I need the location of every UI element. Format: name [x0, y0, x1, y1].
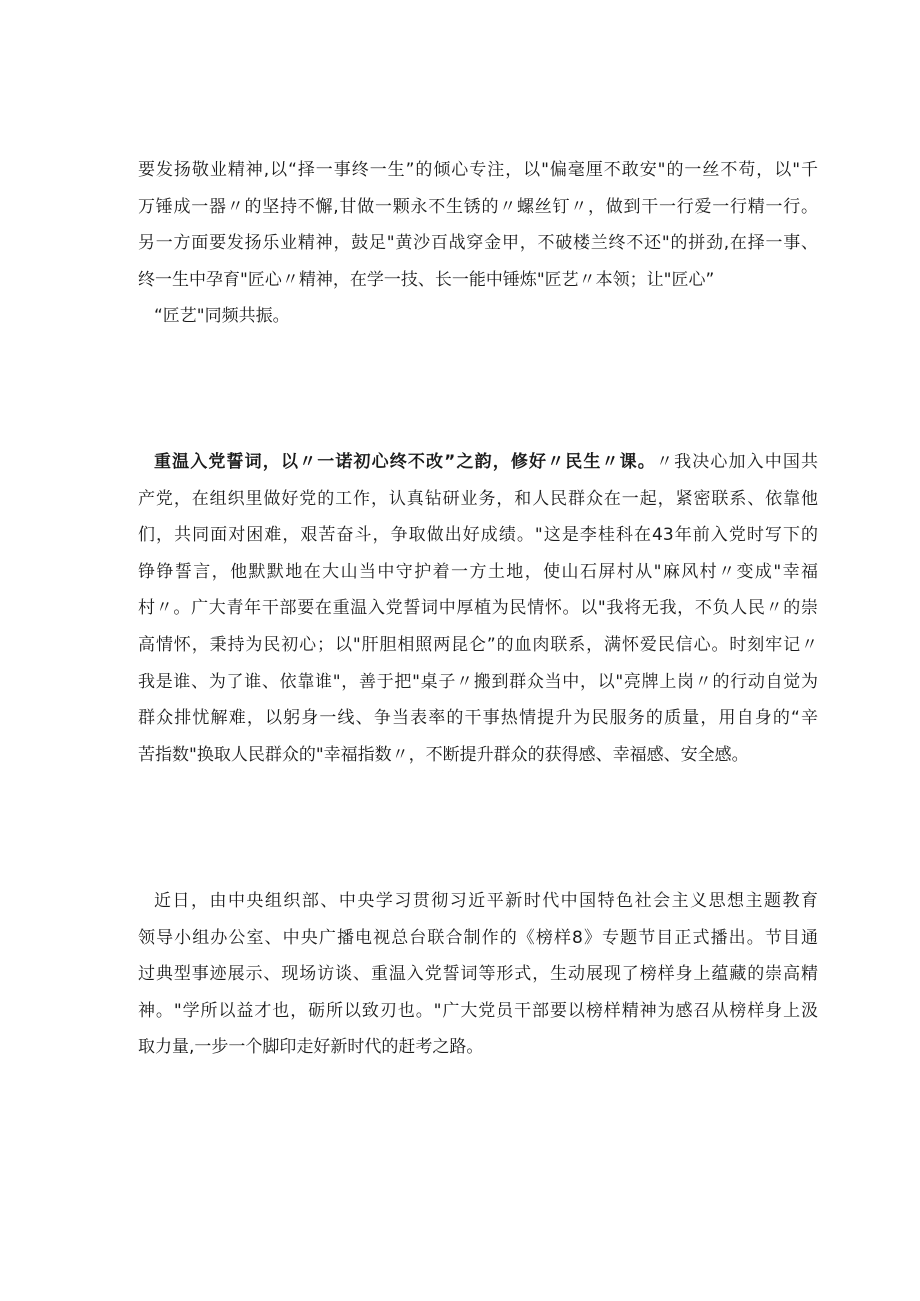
text-line: “匠艺"同频共振。 — [154, 306, 290, 327]
text-line: 过典型事迹展示、现场访谈、重温入党誓词等形式，生动展现了榜样身上蕴藏的崇高精 — [138, 964, 818, 985]
text-line: 苦指数"换取人民群众的"幸福指数〃，不断提升群众的获得感、幸福感、安全感。 — [138, 744, 749, 765]
text-line: 领导小组办公室、中央广播电视总台联合制作的《榜样8》专题节目正式播出。节目通 — [138, 927, 818, 948]
text-line: 近日，由中央组织部、中央学习贯彻习近平新时代中国特色社会主义思想主题教育 — [154, 891, 818, 911]
text-line: 要发扬敬业精神,以“择一事终一生”的倾心专注，以"偏毫厘不敢安"的一丝不苟，以"千 — [138, 160, 818, 180]
text-line: 另一方面要发扬乐业精神，鼓足"黄沙百战穿金甲，不破楼兰终不还"的拼劲,在择一事、 — [138, 233, 818, 254]
paragraph-heading: 重温入党誓词，以〃一诺初心终不改”之韵，修好〃民生〃课。 — [154, 452, 656, 472]
paragraph-dedication — [138, 152, 818, 335]
text-line-first — [138, 444, 818, 481]
text-line: 神。"学所以益才也，砺所以致刃也。"广大党员干部要以榜样精神为感召从榜样身上汲 — [138, 1000, 818, 1021]
text-line: 产党，在组织里做好党的工作，认真钻研业务，和人民群众在一起，紧密联系、依靠他 — [138, 488, 818, 509]
text-line: 群众排忧解难，以躬身一线、争当表率的干事热情提升为民服务的质量，用自身的“辛 — [138, 708, 818, 729]
text-line: 们，共同面对困难，艰苦奋斗，争取做出好成绩。"这是李桂科在43年前入党时写下的 — [138, 525, 818, 546]
first-line-rest: 〃我决心加入中国共 — [655, 452, 819, 472]
paragraph-oath — [138, 444, 818, 773]
text-line: 我是谁、为了谁、依靠谁"，善于把"桌子〃搬到群众当中，以"亮牌上岗〃的行动自觉为 — [138, 671, 818, 692]
text-line: 铮铮誓言，他默默地在大山当中守护着一方土地，使山石屏村从"麻风村〃变成"幸福 — [138, 561, 818, 582]
text-line: 村〃。广大青年干部要在重温入党誓词中厚植为民情怀。以"我将无我，不负人民〃的崇 — [138, 598, 818, 619]
text-line: 终一生中孕育"匠心〃精神，在学一技、长一能中锤炼"匠艺〃本领；让"匠心” — [138, 269, 715, 290]
paragraph-role-models — [138, 883, 818, 1066]
text-line: 万锤成一器〃的坚持不懈,甘做一颗永不生锈的〃螺丝钉〃，做到干一行爱一行精一行。 — [138, 196, 818, 217]
text-line: 高情怀，秉持为民初心；以"肝胆相照两昆仑”的血肉联系，满怀爱民信心。时刻牢记〃 — [138, 634, 818, 655]
text-line: 取力量,一步一个脚印走好新时代的赶考之路。 — [138, 1037, 484, 1058]
